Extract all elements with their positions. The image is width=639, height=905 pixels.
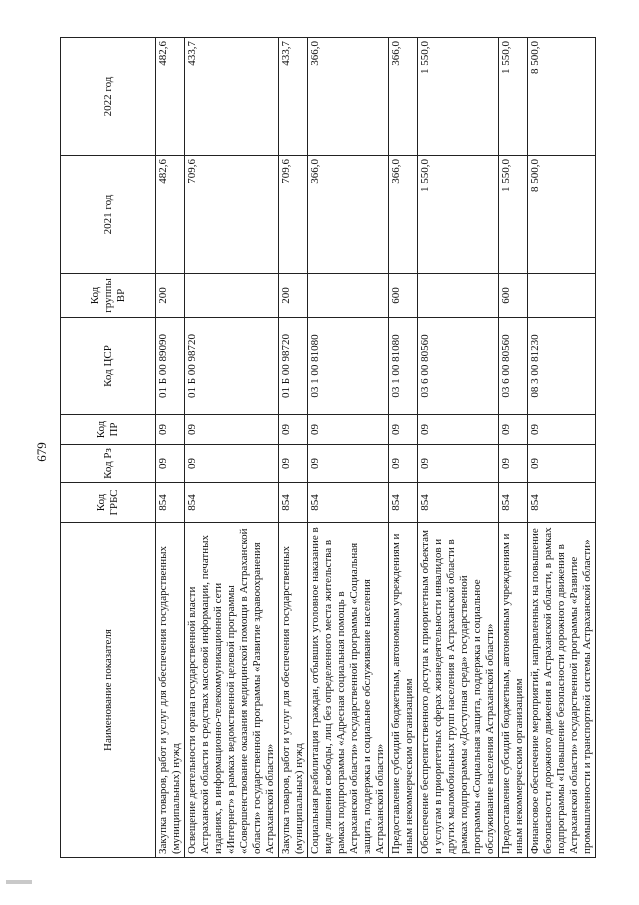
row-pr: 09 <box>156 415 185 445</box>
row-vr <box>418 274 499 318</box>
row-name: Предоставление субсидий бюджетным, автономным учреждениям и иным некоммерческим организациям <box>389 523 418 858</box>
scan-artifact <box>6 880 32 884</box>
row-2022: 433,7 <box>185 38 279 156</box>
row-vr: 600 <box>389 274 418 318</box>
row-vr <box>528 274 596 318</box>
row-csr: 03 6 00 80560 <box>418 318 499 415</box>
row-pr: 09 <box>185 415 279 445</box>
header-pr: Код ПР <box>61 415 156 445</box>
row-csr: 03 6 00 80560 <box>499 318 528 415</box>
row-csr: 03 1 00 81080 <box>308 318 389 415</box>
row-vr: 600 <box>499 274 528 318</box>
row-name: Предоставление субсидий бюджетным, автономным учреждениям и иным некоммерческим организациям <box>499 523 528 858</box>
row-2022: 482,6 <box>156 38 185 156</box>
row-csr: 01 Б 00 98720 <box>185 318 279 415</box>
row-name: Освещение деятельности органа государственной власти Астраханской области в средствах массовой информации, печатных изданиях, в информационно-телекоммуникационной сети «Интернет» в рамках ведомственной целевой программы «Совершенствование оказания медицинской помощи в Астраханской области» государственной программы «Развитие здравоохранения Астраханской области» <box>185 523 279 858</box>
row-csr: 01 Б 00 98720 <box>279 318 308 415</box>
row-2022: 433,7 <box>279 38 308 156</box>
row-grbs: 854 <box>389 483 418 523</box>
row-2022: 366,0 <box>389 38 418 156</box>
row-name: Обеспечение беспрепятственного доступа к приоритетным объектам и услугам в приоритетных сферах жизнедеятельности инвалидов и других маломобильных групп населения в Астраханской области в рамках подпрограммы «Доступная среда» государственной программы «Социальная защита, поддержка и социальное обслуживание населения Астраханской области» <box>418 523 499 858</box>
row-2021: 709,6 <box>185 156 279 274</box>
row-2022: 366,0 <box>308 38 389 156</box>
row-pr: 09 <box>279 415 308 445</box>
row-2021: 1 550,0 <box>499 156 528 274</box>
row-2022: 1 550,0 <box>418 38 499 156</box>
row-2021: 8 500,0 <box>528 156 596 274</box>
table-header-row <box>61 38 156 858</box>
row-grbs: 854 <box>528 483 596 523</box>
row-name: Социальная реабилитация граждан, отбывших уголовное наказание в виде лишения свободы, лиц без определенного места жительства в рамках подпрограммы «Адресная социальная помощь в Астраханской области» государственной программы «Социальная защита, поддержка и социальное обслуживание населения Астраханской области» <box>308 523 389 858</box>
header-vr: Код группы ВР <box>61 274 156 318</box>
row-2021: 709,6 <box>279 156 308 274</box>
row-rz: 09 <box>156 445 185 483</box>
row-rz: 09 <box>308 445 389 483</box>
row-csr: 08 3 00 81230 <box>528 318 596 415</box>
row-vr <box>308 274 389 318</box>
row-2022: 8 500,0 <box>528 38 596 156</box>
table-row <box>389 38 418 858</box>
row-rz: 09 <box>499 445 528 483</box>
row-rz: 09 <box>279 445 308 483</box>
row-csr: 01 Б 00 89090 <box>156 318 185 415</box>
row-2021: 1 550,0 <box>418 156 499 274</box>
row-rz: 09 <box>185 445 279 483</box>
row-name: Закупка товаров, работ и услуг для обеспечения государственных (муниципальных) нужд <box>156 523 185 858</box>
row-vr: 200 <box>279 274 308 318</box>
table-row <box>418 38 499 858</box>
row-pr: 09 <box>389 415 418 445</box>
budget-table <box>60 37 596 858</box>
header-2021: 2021 год <box>61 156 156 274</box>
row-rz: 09 <box>389 445 418 483</box>
row-grbs: 854 <box>418 483 499 523</box>
table-row <box>499 38 528 858</box>
header-csr: Код ЦСР <box>61 318 156 415</box>
row-pr: 09 <box>308 415 389 445</box>
header-grbs: Код ГРБС <box>61 483 156 523</box>
row-pr: 09 <box>499 415 528 445</box>
header-2022: 2022 год <box>61 38 156 156</box>
row-name: Закупка товаров, работ и услуг для обеспечения государственных (муниципальных) нужд <box>279 523 308 858</box>
row-csr: 03 1 00 81080 <box>389 318 418 415</box>
header-name: Наименование показателя <box>61 523 156 858</box>
row-2021: 482,6 <box>156 156 185 274</box>
row-grbs: 854 <box>185 483 279 523</box>
page-number: 679 <box>34 442 49 462</box>
row-pr: 09 <box>418 415 499 445</box>
row-vr: 200 <box>156 274 185 318</box>
row-2021: 366,0 <box>389 156 418 274</box>
header-rz: Код Рз <box>61 445 156 483</box>
table-row <box>308 38 389 858</box>
row-pr: 09 <box>528 415 596 445</box>
table-row <box>528 38 596 858</box>
row-name: Финансовое обеспечение мероприятий, направленных на повышение безопасности дорожного движения в Астраханской области, в рамках подпрограммы «Повышение безопасности дорожного движения в Астраханской области» государственной программы «Развитие промышленности и транспортной системы Астраханской области» <box>528 523 596 858</box>
row-2021: 366,0 <box>308 156 389 274</box>
row-vr <box>185 274 279 318</box>
table-row <box>156 38 185 858</box>
row-grbs: 854 <box>156 483 185 523</box>
row-2022: 1 550,0 <box>499 38 528 156</box>
row-grbs: 854 <box>308 483 389 523</box>
budget-table-rotated <box>60 38 600 858</box>
table-row <box>279 38 308 858</box>
row-rz: 09 <box>528 445 596 483</box>
row-grbs: 854 <box>279 483 308 523</box>
row-grbs: 854 <box>499 483 528 523</box>
row-rz: 09 <box>418 445 499 483</box>
table-row <box>185 38 279 858</box>
